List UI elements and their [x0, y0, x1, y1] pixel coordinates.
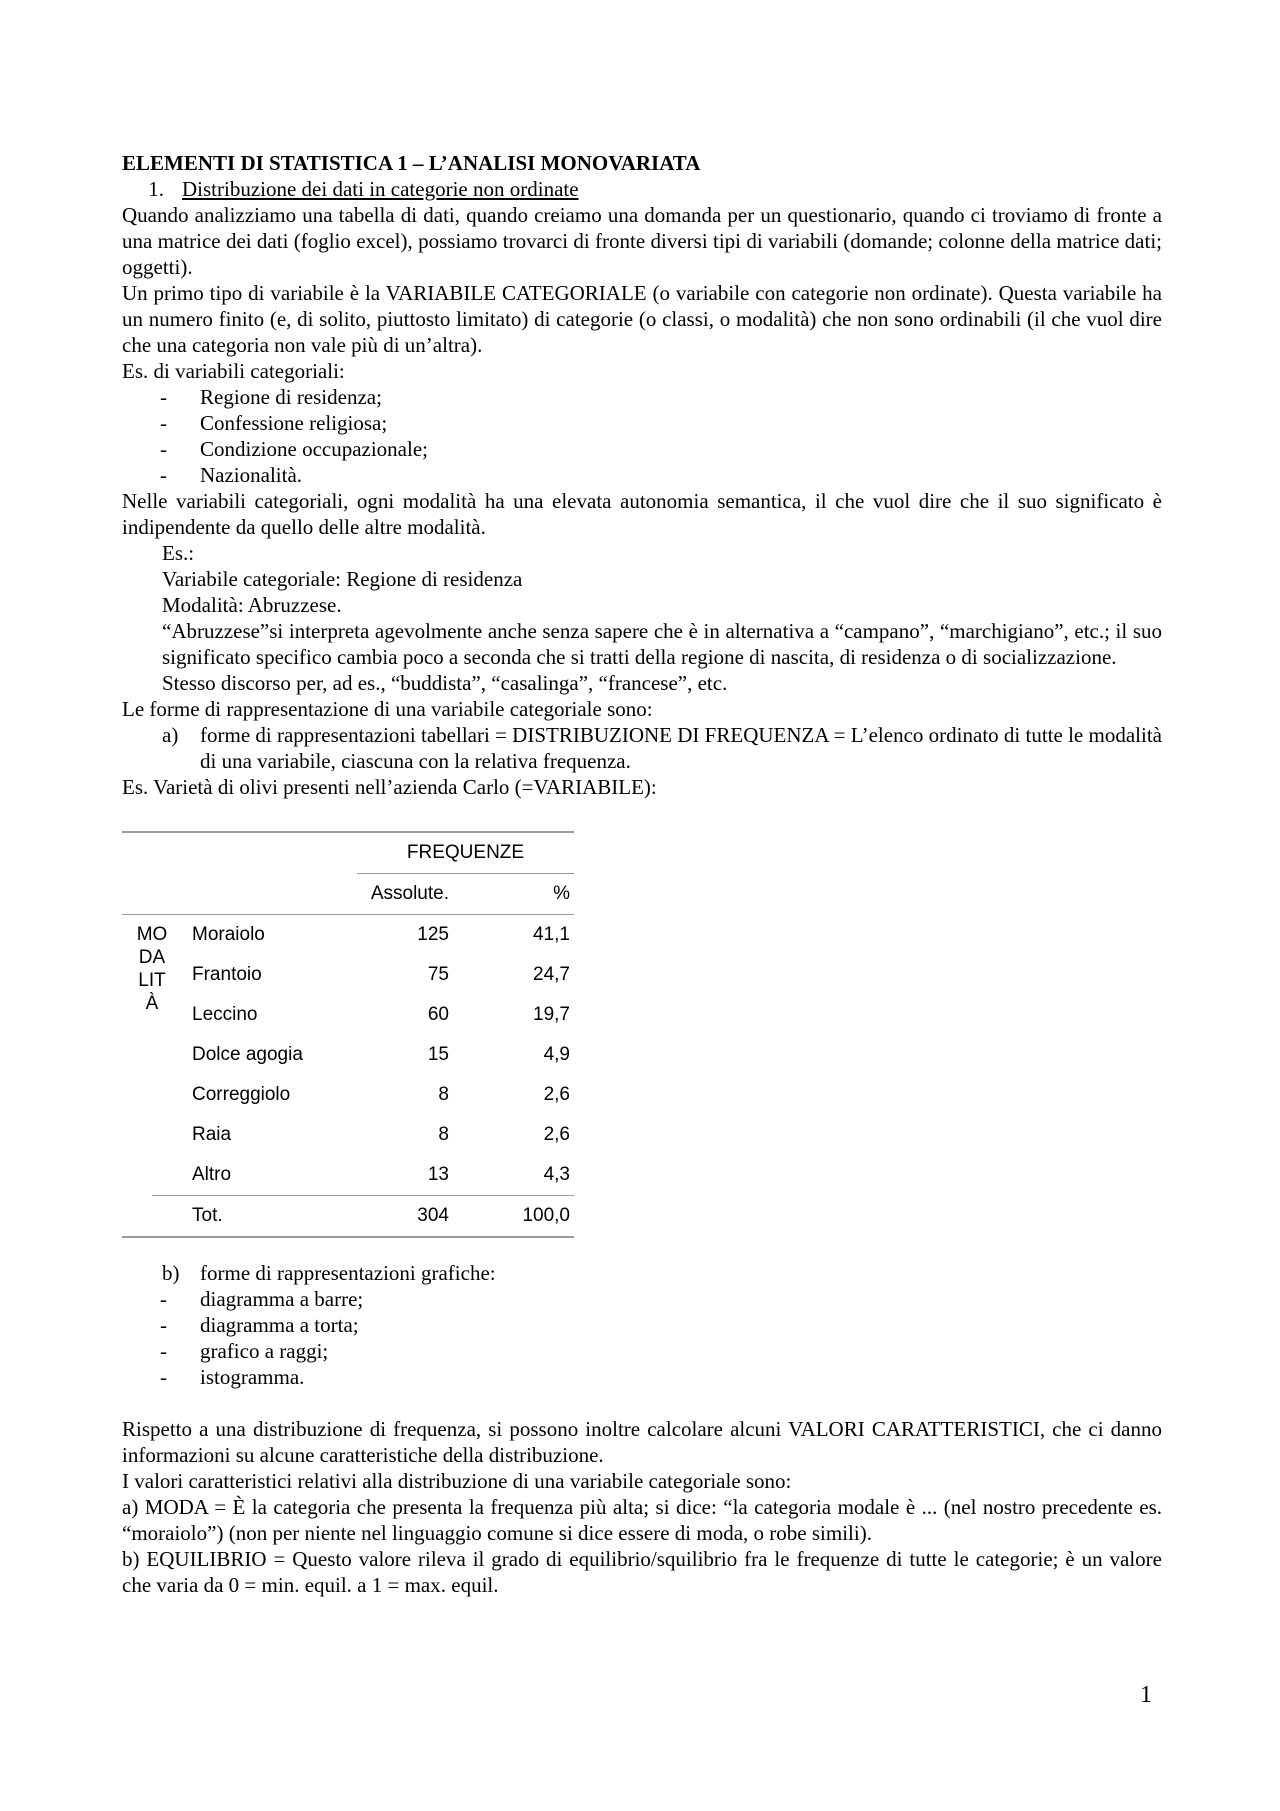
- document-title: ELEMENTI DI STATISTICA 1 – L’ANALISI MONOVARIATA: [122, 151, 701, 175]
- graphics-list: [122, 1286, 1162, 1390]
- dash-bullet: -: [160, 411, 167, 435]
- paragraph-categorical: Un primo tipo di variabile è la VARIABILE CATEGORIALE (o variabile con categorie non ordinate). Questa variabile ha un numero finito (e, di solito, piuttosto limitato) di categorie (o classi, o modalità) che non sono ordinabili (il che vuol dire che una categoria non vale più di un’altra).: [122, 281, 1162, 357]
- table-row: Dolce agogia 15 4,9: [192, 1044, 570, 1065]
- modalita-label: MO DA LIT À: [136, 924, 168, 1014]
- frequency-table: [122, 831, 574, 1238]
- table-header-row: [122, 874, 574, 914]
- paragraph-values: Rispetto a una distribuzione di frequenza, si possono inoltre calcolare alcuni VALORI CARATTERISTICI, che ci danno informazioni su alcune caratteristiche della distribuzione.: [122, 1417, 1162, 1467]
- paragraph-semantic: Nelle variabili categoriali, ogni modalità ha una elevata autonomia semantica, il che vuol dire che il suo significato è indipendente da quello delle altre modalità.: [122, 489, 1162, 539]
- section-heading: [122, 176, 1162, 202]
- list-item: - Nazionalità.: [122, 462, 1162, 488]
- paragraph-values-list: I valori caratteristici relativi alla distribuzione di una variabile categoriale sono:: [122, 1469, 792, 1493]
- example-label: Es.:: [162, 541, 195, 565]
- list-item: - Condizione occupazionale;: [122, 436, 1162, 462]
- form-b-label: b): [162, 1261, 180, 1285]
- examples-list: [122, 384, 1162, 488]
- header-percent: %: [553, 883, 570, 904]
- dash-bullet: -: [160, 1287, 167, 1311]
- form-b-text: forme di rappresentazioni grafiche:: [200, 1261, 496, 1285]
- page-content-lower: [122, 1260, 1162, 1598]
- table-row: Moraiolo 125 41,1: [192, 924, 570, 945]
- list-item: - Confessione religiosa;: [122, 410, 1162, 436]
- list-item: - diagramma a barre;: [122, 1286, 1162, 1312]
- paragraph-equilibrio: b) EQUILIBRIO = Questo valore rileva il grado di equilibrio/squilibrio fra le frequenze di tutte le categorie; è un valore che varia da 0 = min. equil. a 1 = max. equil.: [122, 1547, 1162, 1597]
- example-explanation: “Abruzzese”si interpreta agevolmente anche senza sapere che è in alternativa a “campano”, “marchigiano”, etc.; il suo significato specifico cambia poco a seconda che si tratti della regione di nascita, di residenza o di socializzazione.: [162, 619, 1162, 669]
- table-row: Raia 8 2,6: [192, 1124, 570, 1145]
- dash-bullet: -: [160, 1313, 167, 1337]
- example-modality: Modalità: Abruzzese.: [162, 593, 342, 617]
- examples-intro: Es. di variabili categoriali:: [122, 359, 345, 383]
- paragraph-moda: a) MODA = È la categoria che presenta la frequenza più alta; si dice: “la categoria modale è ... (nel nostro precedente es. “moraiolo”) (non per niente nel linguaggio comune si dice essere di moda, o robe simili).: [122, 1495, 1162, 1545]
- paragraph-intro: Quando analizziamo una tabella di dati, quando creiamo una domanda per un questionario, quando ci troviamo di fronte a una matrice dei dati (foglio excel), possiamo trovarci di fronte diversi tipi di variabili (domande; colonne della matrice dati; oggetti).: [122, 203, 1162, 279]
- forms-intro: Le forme di rappresentazione di una variabile categoriale sono:: [122, 697, 653, 721]
- list-item: - Regione di residenza;: [122, 384, 1162, 410]
- page-content: [122, 150, 1162, 800]
- header-assolute: Assolute.: [370, 883, 449, 904]
- page-number: 1: [1140, 1682, 1152, 1708]
- list-item: - grafico a raggi;: [122, 1338, 1162, 1364]
- form-b: [122, 1260, 1162, 1286]
- section-title: Distribuzione dei dati in categorie non ordinate: [182, 177, 579, 201]
- table-bottom-rule: [122, 1236, 574, 1238]
- table-total-row: Tot. 304 100,0: [192, 1205, 570, 1226]
- example-block: [122, 540, 1162, 696]
- table-row: Leccino 60 19,7: [192, 1004, 570, 1025]
- dash-bullet: -: [160, 1339, 167, 1363]
- example-variable: Variabile categoriale: Regione di residenza: [162, 567, 523, 591]
- table-row: Correggiolo 8 2,6: [192, 1084, 570, 1105]
- table-row: Altro 13 4,3: [192, 1164, 570, 1185]
- table-intro: Es. Varietà di olivi presenti nell’azienda Carlo (=VARIABILE):: [122, 775, 657, 799]
- dash-bullet: -: [160, 463, 167, 487]
- table-header-group: [122, 833, 574, 873]
- form-a-label: a): [162, 723, 179, 747]
- form-a-text: forme di rappresentazioni tabellari = DISTRIBUZIONE DI FREQUENZA = L’elenco ordinato di tutte le modalità di una variabile, ciascuna con la relativa frequenza.: [200, 723, 1162, 773]
- form-a: [122, 722, 1162, 774]
- section-number: 1.: [148, 177, 164, 201]
- dash-bullet: -: [160, 1365, 167, 1389]
- header-frequenze: FREQUENZE: [406, 842, 525, 863]
- dash-bullet: -: [160, 385, 167, 409]
- list-item: - diagramma a torta;: [122, 1312, 1162, 1338]
- example-same: Stesso discorso per, ad es., “buddista”, “casalinga”, “francese”, etc.: [162, 671, 728, 695]
- dash-bullet: -: [160, 437, 167, 461]
- table-row: Frantoio 75 24,7: [192, 964, 570, 985]
- list-item: - istogramma.: [122, 1364, 1162, 1390]
